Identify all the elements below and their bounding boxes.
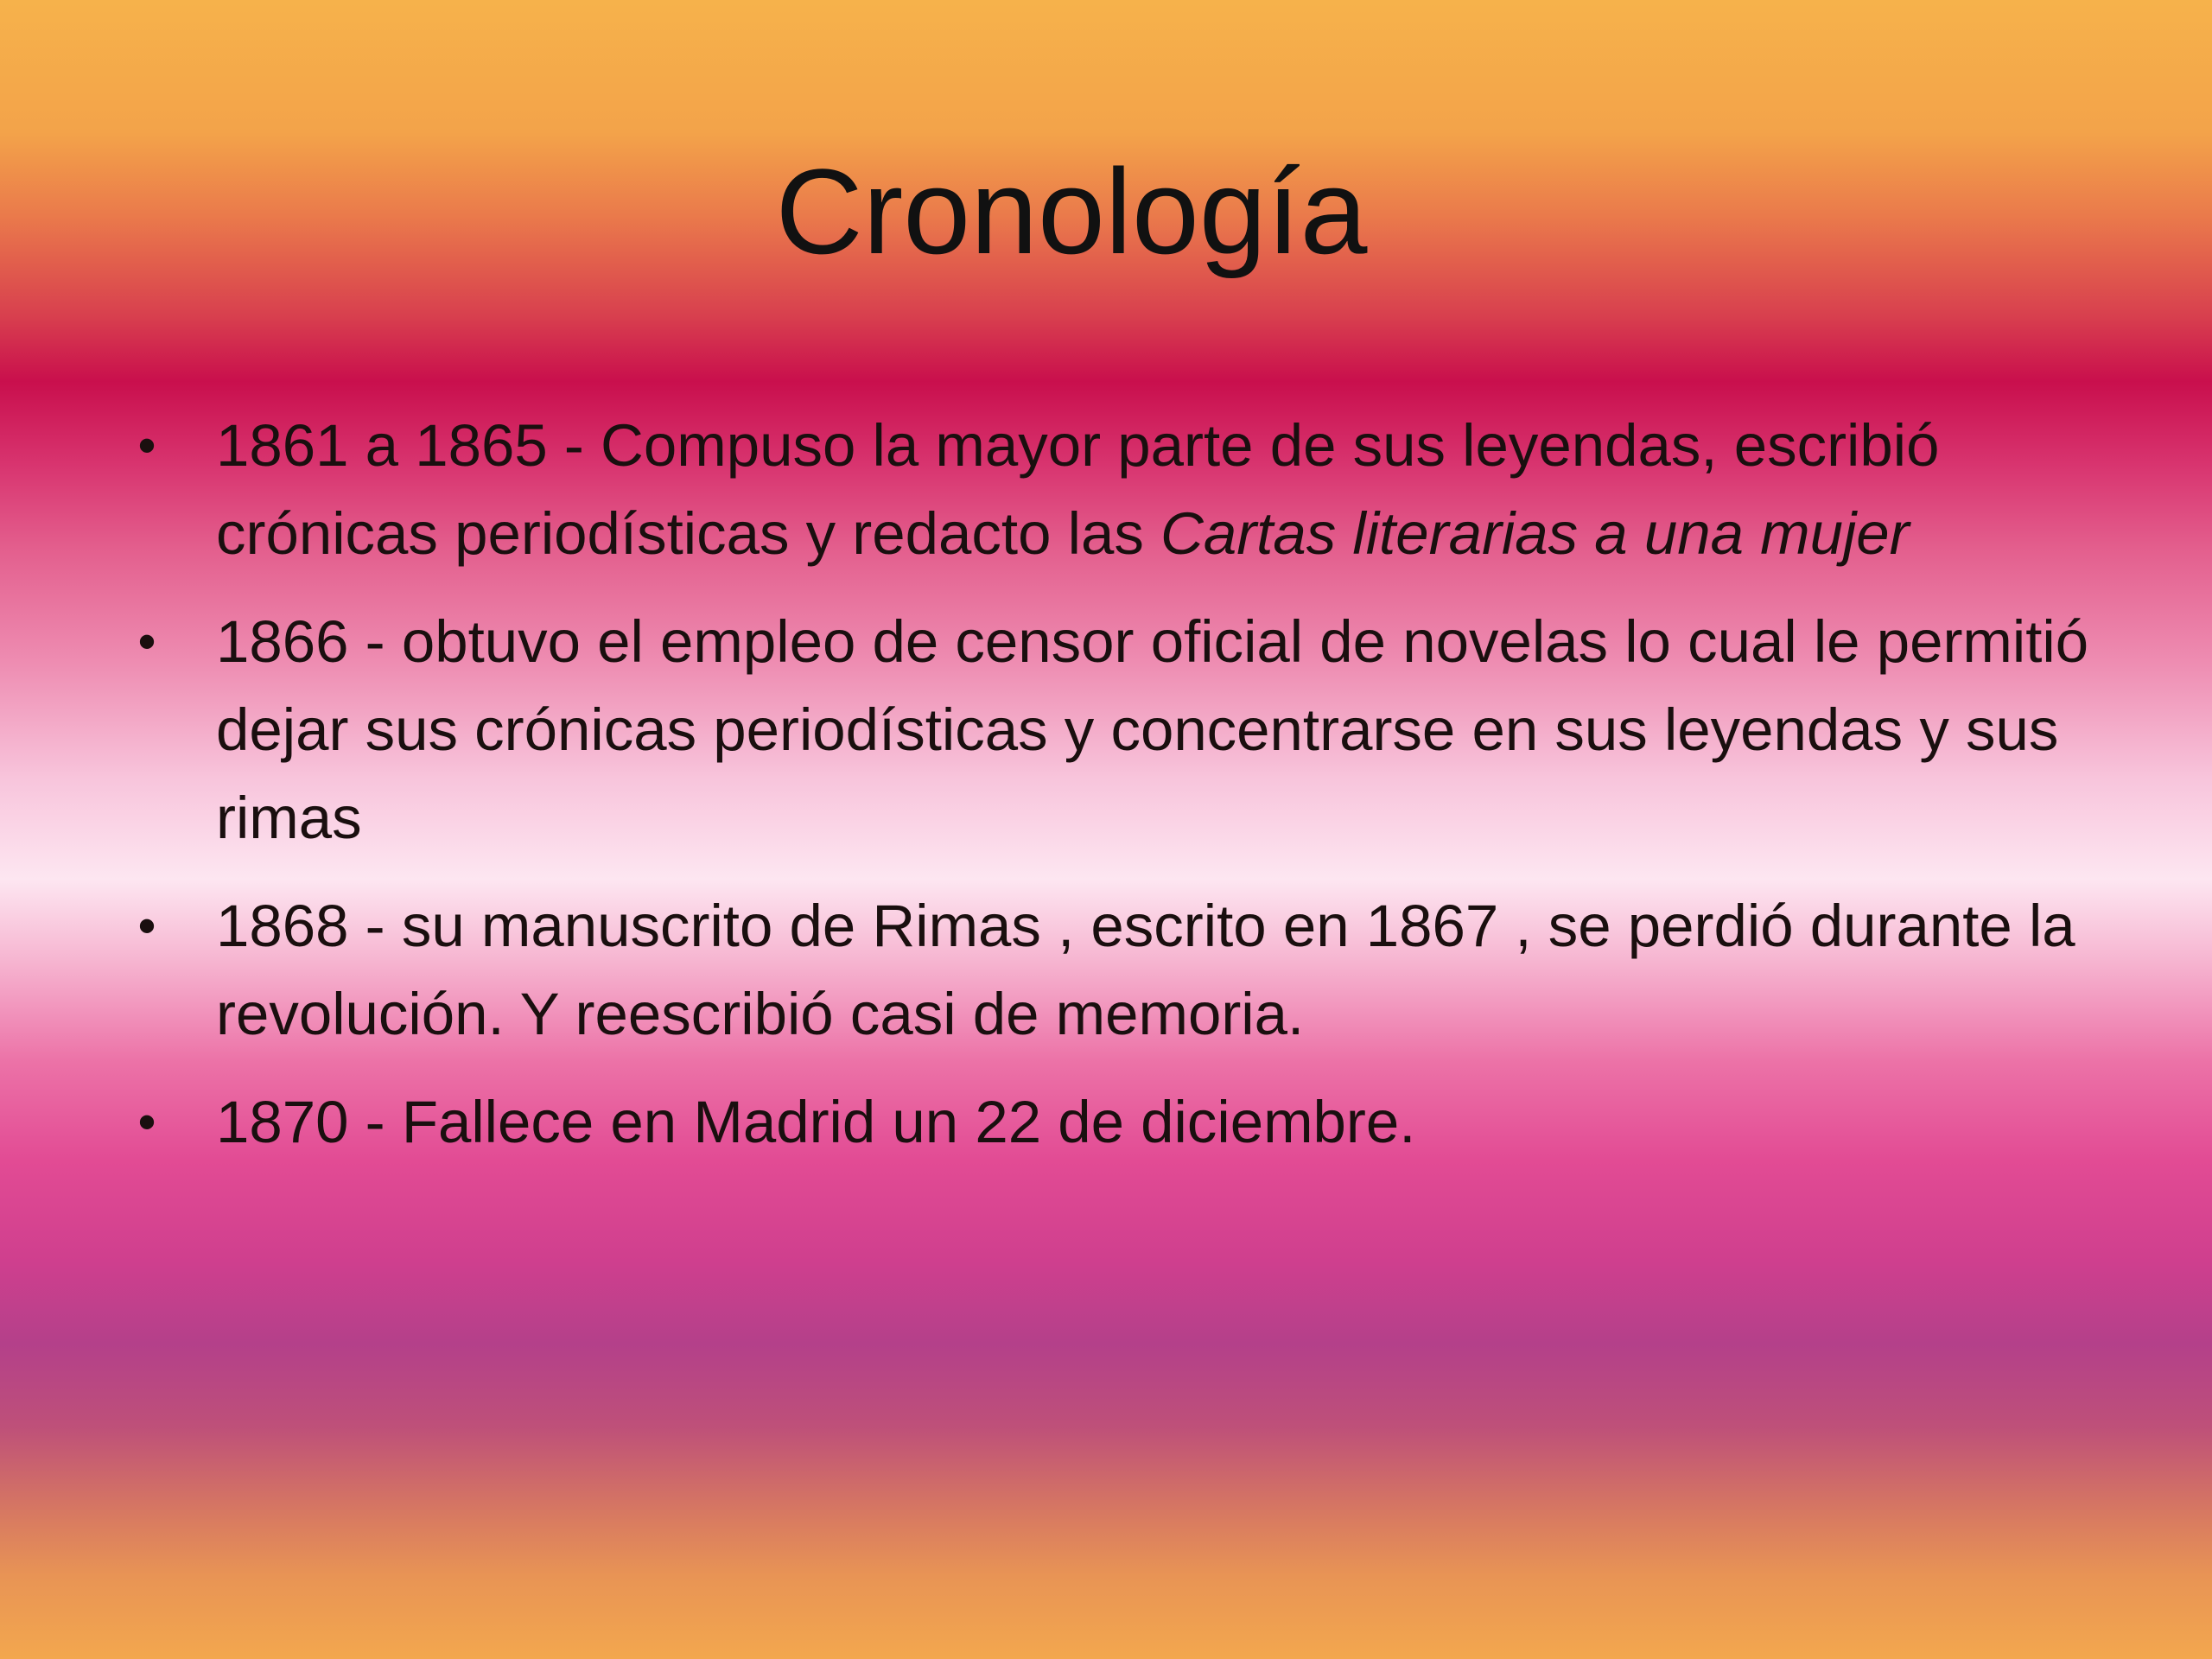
bullet-text: 1866 - obtuvo el empleo de censor oficial de novelas lo cual le permitió dejar sus crónicas periodísticas y concentrarse en sus leyendas y sus rimas xyxy=(216,608,2089,851)
bullet-text: 1868 - su manuscrito de Rimas , escrito en 1867 , se perdió durante la revolución. Y reescribió casi de memoria. xyxy=(216,893,2075,1047)
bullet-icon: • xyxy=(137,897,156,955)
bullet-item-1870 xyxy=(130,1078,2108,1166)
bullet-text: 1870 - Fallece en Madrid un 22 de diciembre. xyxy=(216,1089,1416,1155)
bullet-item-1861 xyxy=(130,402,2108,578)
bullet-item-1868 xyxy=(130,882,2108,1058)
bullet-text: 1861 a 1865 - Compuso la mayor parte de sus leyendas, escribió crónicas periodísticas y redacto las xyxy=(216,412,1940,567)
bullet-icon: • xyxy=(137,416,156,474)
slide-title: Cronología xyxy=(775,143,1368,279)
bullet-item-1866 xyxy=(130,598,2108,862)
bullet-list xyxy=(130,402,2108,1186)
bullet-icon: • xyxy=(137,1093,156,1151)
bullet-italic-title: Cartas literarias a una mujer xyxy=(1160,500,1910,567)
bullet-icon: • xyxy=(137,613,156,671)
